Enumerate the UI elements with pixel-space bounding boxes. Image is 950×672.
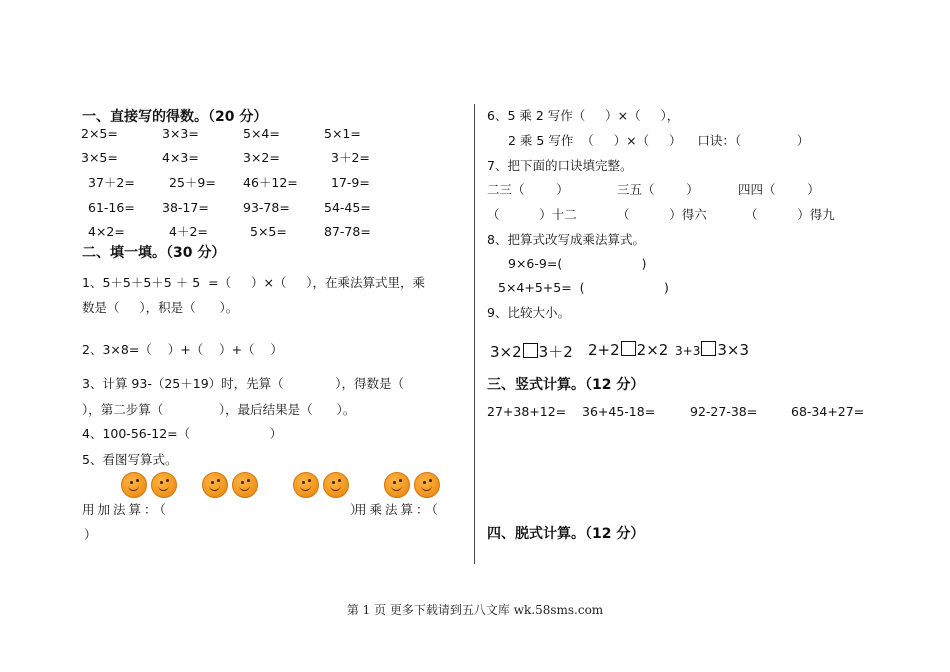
q2: 2、3×8=（ ）+（ ）+（ ） [82, 342, 283, 357]
q7-item: 三五（ ） [617, 182, 699, 197]
smiley-face-icon [202, 472, 228, 498]
vertical-calc-item: 36+45-18= [582, 404, 656, 419]
smiley-face-icon [121, 472, 147, 498]
q6-line1: 6、5 乘 2 写作（ ）×（ ）， [487, 108, 680, 123]
s1-item: 5×5= [250, 224, 287, 239]
q4: 4、100-56-12=（ ） [82, 426, 283, 441]
s1-item: 17-9= [331, 175, 370, 190]
s1-item: 25＋9= [169, 175, 216, 190]
s1-item: 4×2= [88, 224, 125, 239]
mul-label: 用乘法算：（ [354, 502, 441, 517]
s1-item: 3＋2= [331, 150, 370, 165]
section4-title: 四、脱式计算。（12 分） [487, 526, 645, 542]
s1-item: 5×1= [324, 126, 361, 141]
compare-box[interactable] [621, 341, 636, 356]
add-label: 用加法算：（ ） [82, 502, 366, 517]
smiley-face-icon [323, 472, 349, 498]
vertical-calc-item: 27+38+12= [487, 404, 567, 419]
s1-item: 5×4= [243, 126, 280, 141]
smiley-face-icon [151, 472, 177, 498]
q7-item: 四四（ ） [738, 182, 820, 197]
vertical-calc-item: 92-27-38= [690, 404, 758, 419]
vertical-calc-item: 68-34+27= [791, 404, 865, 419]
compare-box[interactable] [701, 341, 716, 356]
smiley-face-icon [293, 472, 319, 498]
q3-line1: 3、计算 93-（25＋19）时，先算（ ），得数是（ [82, 376, 405, 391]
section3-title: 三、竖式计算。（12 分） [487, 377, 645, 393]
s1-item: 46＋12= [243, 175, 298, 190]
s1-item: 93-78= [243, 200, 290, 215]
page-footer: 第 1 页 更多下载请到五八文库 wk.58sms.com [346, 603, 604, 617]
q7: 7、把下面的口诀填完整。 [487, 158, 633, 173]
q1-line2: 数是（ ），积是（ ）。 [82, 300, 239, 315]
section1-title: 一、直接写的得数。（20 分） [82, 109, 268, 125]
q9: 9、比较大小。 [487, 305, 570, 320]
smiley-face-icon [232, 472, 258, 498]
s1-item: 38-17= [162, 200, 209, 215]
column-divider [474, 104, 475, 564]
smiley-face-icon [384, 472, 410, 498]
q7-item: （ ）得九 [745, 207, 835, 222]
q8: 8、把算式改写成乘法算式。 [487, 232, 645, 247]
q6-line2: 2 乘 5 写作 （ ）×（ ） 口诀：（ ） [508, 133, 810, 148]
section2-title: 二、填一填。（30 分） [82, 245, 226, 261]
mul-close: ） [84, 527, 97, 542]
s1-item: 3×3= [162, 126, 199, 141]
s1-item: 87-78= [324, 224, 371, 239]
q8-b: 5×4+5+5= ( ) [498, 280, 669, 295]
s1-item: 61-16= [88, 200, 135, 215]
s1-item: 4＋2= [169, 224, 208, 239]
smiley-face-icon [414, 472, 440, 498]
s1-item: 4×3= [162, 150, 199, 165]
q8-a: 9×6-9=( ) [508, 256, 647, 271]
compare-3: 3+3 3×3 [675, 341, 749, 359]
compare-2: 2+2 2×2 [588, 341, 669, 359]
q7-item: （ ）十二 [487, 207, 577, 222]
s1-item: 54-45= [324, 200, 371, 215]
compare-1: 3×2 3＋2 [490, 343, 573, 361]
q3-line2: ），第二步算（ ），最后结果是（ ）。 [82, 402, 356, 417]
q1-line1: 1、5＋5＋5＋5 ＋ 5 =（ ）×（ ），在乘法算式里，乘 [82, 275, 426, 290]
q7-item: 二三（ ） [487, 182, 569, 197]
q5: 5、看图写算式。 [82, 452, 178, 467]
s1-item: 37＋2= [88, 175, 135, 190]
s1-item: 2×5= [81, 126, 118, 141]
s1-item: 3×2= [243, 150, 280, 165]
q7-item: （ ）得六 [617, 207, 707, 222]
compare-box[interactable] [523, 343, 538, 358]
s1-item: 3×5= [81, 150, 118, 165]
